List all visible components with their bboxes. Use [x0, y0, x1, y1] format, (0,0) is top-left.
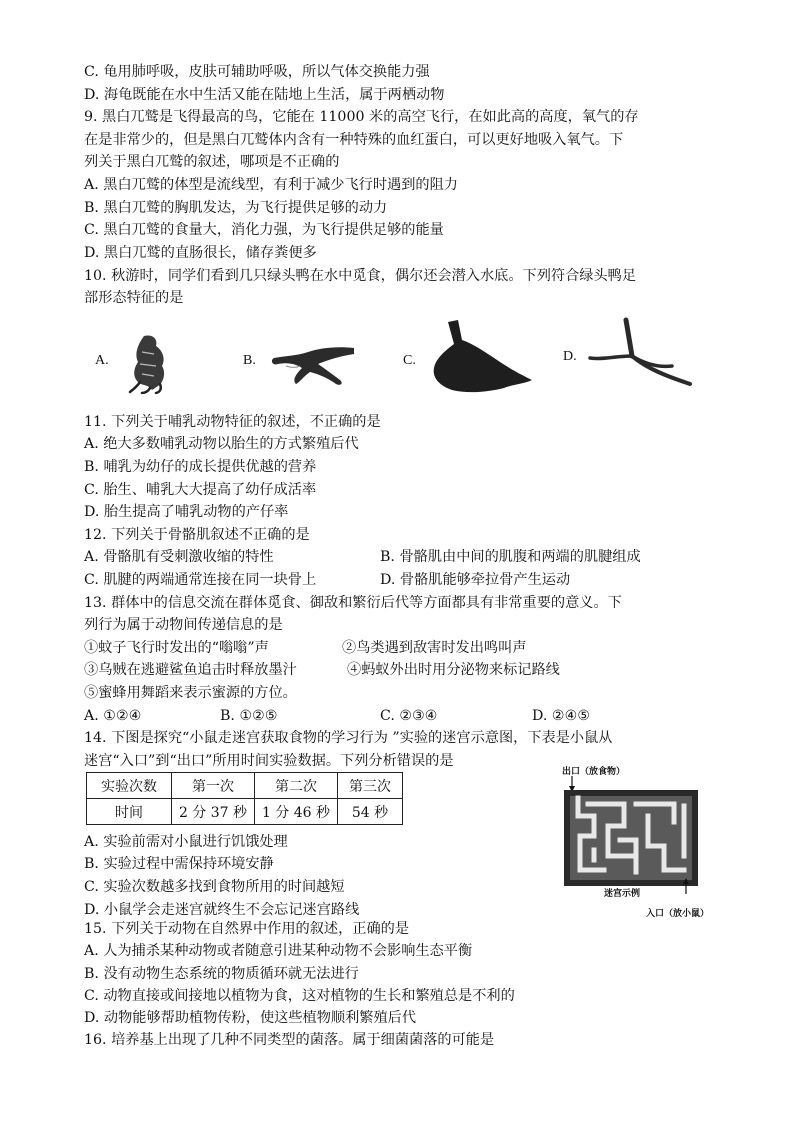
q15-option-d: D. 动物能够帮助植物传粉，使这些植物顺利繁殖后代 — [84, 1010, 417, 1026]
table-header-cell: 第三次 — [338, 773, 403, 799]
q8-option-d: D. 海龟既能在水中生活又能在陆地上生活，属于两栖动物 — [84, 87, 445, 103]
q14-option-c: C. 实验次数越多找到食物所用的时间越短 — [84, 879, 345, 895]
perching-foot-d-image — [586, 316, 698, 394]
table-cell: 54 秒 — [338, 799, 403, 825]
q11-option-b: B. 哺乳为幼仔的成长提供优越的营养 — [84, 459, 317, 475]
q9-stem: 列关于黑白兀鹫的叙述，哪项是不正确的 — [84, 154, 340, 170]
q9-option-c: C. 黑白兀鹫的食量大，消化力强，为飞行提供足够的能量 — [84, 222, 444, 238]
q14-stem: 14. 下图是探究“小鼠走迷宫获取食物的学习行为 ”实验的迷宫示意图，下表是小鼠从 — [84, 730, 613, 746]
q10-label-c: C. — [403, 353, 416, 368]
q8-option-c: C. 龟用肺呼吸，皮肤可辅助呼吸，所以气体交换能力强 — [84, 64, 430, 80]
table-cell: 1 分 46 秒 — [255, 799, 338, 825]
q14-option-a: A. 实验前需对小鼠进行饥饿处理 — [84, 834, 288, 850]
q9-stem: 在是非常少的，但是黑白兀鹫体内含有一种特殊的血红蛋白，可以更好地吸入氧气。下 — [84, 132, 624, 148]
table-header-cell: 实验次数 — [87, 773, 172, 799]
table-cell: 2 分 37 秒 — [172, 799, 255, 825]
q13-item-2: ②鸟类遇到敌害时发出鸣叫声 — [342, 640, 527, 656]
q13-stem: 列行为属于动物间传递信息的是 — [84, 617, 283, 633]
experiment-table — [86, 772, 403, 825]
q9-stem: 9. 黑白兀鹫是飞得最高的鸟，它能在 11000 米的高空飞行，在如此高的高度，氧气的存 — [84, 109, 639, 125]
q16-stem: 16. 培养基上出现了几种不同类型的菌落。属于细菌菌落的可能是 — [84, 1032, 495, 1048]
q13-option-b: B. ①②⑤ — [220, 708, 278, 724]
q10-stem: 10. 秋游时，同学们看到几只绿头鸭在水中觅食，偶尔还会潜入水底。下列符合绿头鸭足 — [84, 268, 637, 284]
q14-option-d: D. 小鼠学会走迷宫就终生不会忘记迷宫路线 — [84, 902, 360, 918]
q11-stem: 11. 下列关于哺乳动物特征的叙述，不正确的是 — [84, 414, 381, 430]
q9-option-d: D. 黑白兀鹫的直肠很长，储存粪便多 — [84, 245, 317, 261]
q13-option-c: C. ②③④ — [380, 708, 438, 724]
q15-option-a: A. 人为捕杀某种动物或者随意引进某种动物不会影响生态平衡 — [84, 943, 473, 959]
q12-option-a: A. 骨骼肌有受刺激收缩的特性 — [84, 549, 274, 565]
q13-stem: 13. 群体中的信息交流在群体觅食、御敌和繁衍后代等方面都具有非常重要的意义。下 — [84, 595, 622, 611]
q11-option-a: A. 绝大多数哺乳动物以胎生的方式繁殖后代 — [84, 436, 359, 452]
q13-option-a: A. ①②④ — [84, 708, 142, 724]
q13-item-1: ①蚊子飞行时发出的“嗡嗡”声 — [84, 640, 269, 656]
q11-option-c: C. 胎生、哺乳大大提高了幼仔成活率 — [84, 482, 317, 498]
q14-option-b: B. 实验过程中需保持环境安静 — [84, 856, 274, 872]
q9-option-b: B. 黑白兀鹫的胸肌发达，为飞行提供足够的动力 — [84, 200, 388, 216]
q13-item-3: ③乌贼在逃避鲨鱼追击时释放墨汁 — [84, 662, 297, 678]
q12-option-d: D. 骨骼肌能够牵拉骨产生运动 — [380, 572, 571, 588]
table-row — [87, 773, 403, 799]
maze-entry-label: 入口（放小鼠） — [646, 909, 710, 919]
q10-label-d: D. — [563, 349, 577, 364]
table-row — [87, 799, 403, 825]
q12-option-b: B. 骨骼肌由中间的肌腹和两端的肌腱组成 — [380, 549, 641, 565]
q11-option-d: D. 胎生提高了哺乳动物的产仔率 — [84, 504, 289, 520]
table-header-cell: 第二次 — [255, 773, 338, 799]
q12-stem: 12. 下列关于骨骼肌叙述不正确的是 — [84, 527, 310, 543]
maze-exit-label: 出口（放食物） — [562, 767, 626, 777]
maze-diagram — [564, 776, 704, 896]
q10-label-b: B. — [243, 353, 256, 368]
q13-option-d: D. ②④⑤ — [532, 708, 591, 724]
claw-foot-a-image — [122, 332, 184, 394]
q13-item-5: ⑤蜜蜂用舞蹈来表示蜜源的方位。 — [84, 685, 297, 701]
q10-stem: 部形态特征的是 — [84, 290, 184, 306]
table-cell: 时间 — [87, 799, 172, 825]
q13-item-4: ④蚂蚁外出时用分泌物来标记路线 — [347, 662, 560, 678]
q10-label-a: A. — [95, 353, 109, 368]
q12-option-c: C. 肌腱的两端通常连接在同一块骨上 — [84, 572, 317, 588]
maze-caption: 迷宫示例 — [604, 889, 641, 899]
q15-option-b: B. 没有动物生态系统的物质循环就无法进行 — [84, 966, 359, 982]
q14-stem: 迷宫“入口”到“出口”所用时间实验数据。下列分析错误的是 — [84, 753, 454, 769]
q9-option-a: A. 黑白兀鹫的体型是流线型，有利于减少飞行时遇到的阻力 — [84, 177, 458, 193]
q15-option-c: C. 动物直接或间接地以植物为食，这对植物的生长和繁殖总是不利的 — [84, 988, 515, 1004]
webbed-foot-c-image — [428, 318, 536, 396]
q15-stem: 15. 下列关于动物在自然界中作用的叙述，正确的是 — [84, 921, 410, 937]
table-header-cell: 第一次 — [172, 773, 255, 799]
bird-foot-b-image — [266, 334, 358, 388]
